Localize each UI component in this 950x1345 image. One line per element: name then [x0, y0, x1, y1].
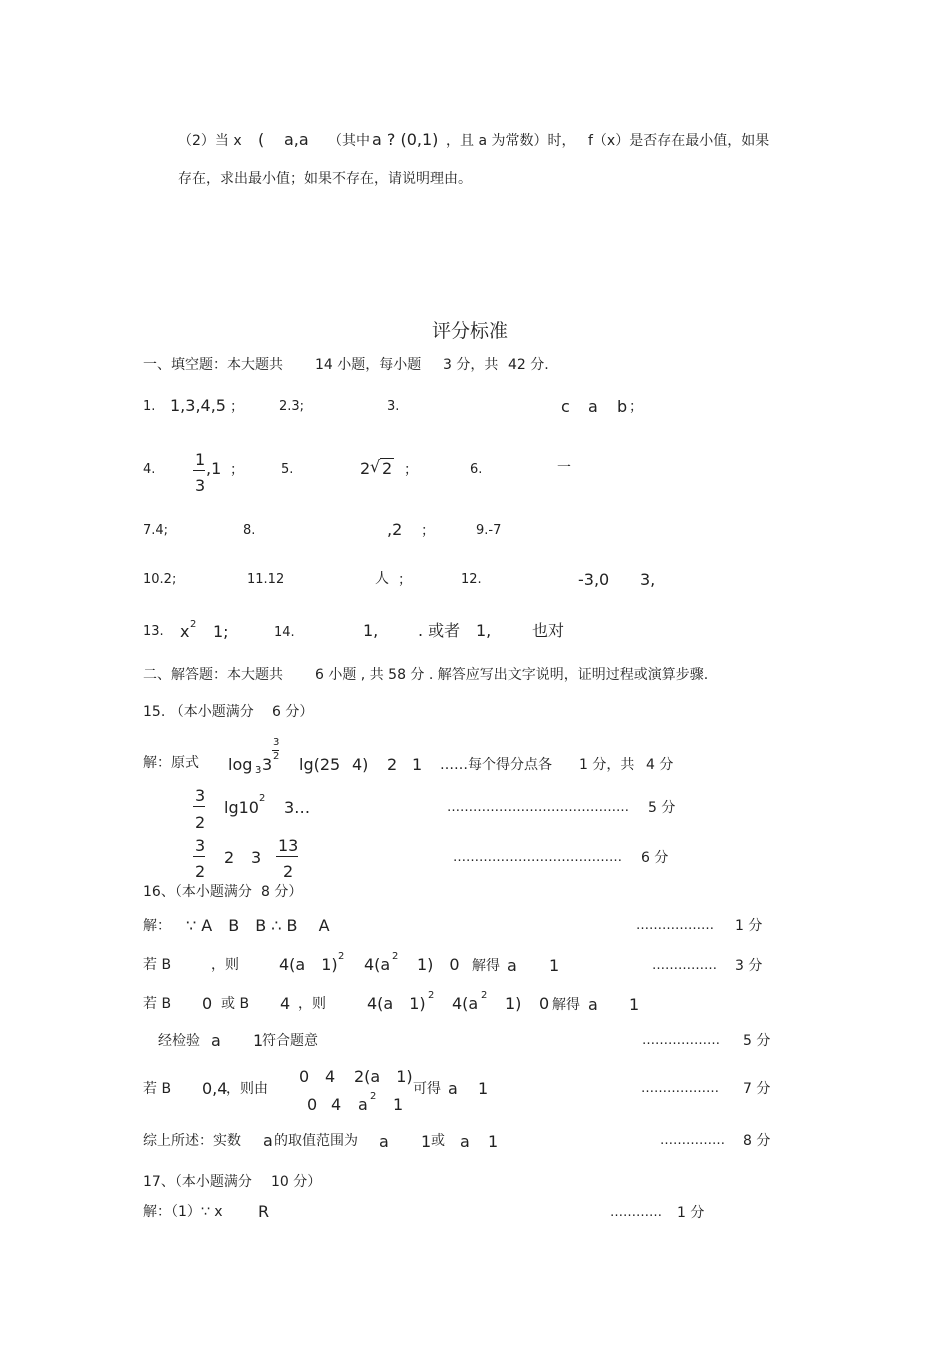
q16-l3-a: a — [588, 995, 598, 1014]
q16-l6-one: 1 — [421, 1132, 432, 1151]
q16-l5-bot2: 4 — [331, 1095, 342, 1114]
answer-3-label: 3. — [387, 399, 400, 414]
answer-5-radicand: 2 — [382, 459, 393, 478]
q16-l2-sup1: 2 — [338, 951, 345, 962]
q15-two: 2 — [387, 755, 398, 774]
q16-l5-bot1: 0 — [307, 1095, 318, 1114]
q16-l3-if: 若 B — [143, 996, 172, 1012]
q16-l5-set: 0,4 — [202, 1079, 228, 1098]
q16-l5-get: 可得 — [413, 1081, 441, 1097]
answer-14-v2: 1, — [476, 621, 492, 640]
answer-11-semi: ； — [398, 572, 412, 588]
q16-l3-m3: 1) — [505, 994, 522, 1013]
answer-10: 10.2; — [143, 572, 177, 587]
q16-score: 8 分） — [261, 884, 303, 900]
answer-4-label: 4. — [143, 462, 156, 477]
section1-h2: 14 小题，每小题 — [315, 357, 422, 373]
q15-exp-den: 2 — [273, 751, 280, 762]
answer-6-value: 一 — [557, 460, 571, 476]
q15-r2-sup: 2 — [259, 793, 266, 804]
q16-l5-top2: 4 — [325, 1067, 336, 1086]
answer-1-semi: ； — [230, 399, 244, 415]
answer-8-value: ,2 — [387, 520, 403, 539]
q15-note2: 1 分，共 — [579, 757, 635, 773]
answer-5-label: 5. — [281, 462, 294, 477]
answer-1-value: 1,3,4,5 — [170, 396, 226, 415]
answer-3-semi: ； — [629, 399, 643, 415]
q16-l4-dots: ……………… — [642, 1033, 720, 1048]
q16-l5-dots: ……………… — [641, 1081, 719, 1096]
answer-14-or: . 或者 — [418, 621, 461, 640]
section1-h4: 42 分. — [508, 357, 549, 373]
answer-3-c: c — [561, 397, 570, 416]
answer-11-label: 11.12 — [247, 572, 285, 587]
q16-l1-sol: 解： — [143, 918, 171, 934]
q15-r3-num: 3 — [195, 836, 206, 855]
q16-l3-zero2: 0 — [539, 994, 550, 1013]
q16-l3-one: 1 — [629, 995, 640, 1014]
q15-r2-den: 2 — [195, 813, 206, 832]
answer-12-label: 12. — [461, 572, 482, 587]
q16-l4-ok: 符合题意 — [262, 1033, 318, 1049]
page-title: 评分标准 — [432, 320, 509, 342]
q16-l3-sup1: 2 — [428, 990, 435, 1001]
answer-3-a: a — [588, 397, 598, 416]
q16-l1-score: 1 分 — [735, 918, 763, 934]
q16-l2-sup2: 2 — [392, 951, 399, 962]
q17-score: 10 分） — [271, 1174, 322, 1190]
answer-12-value: -3,0 — [578, 570, 610, 589]
q16-l4-one: 1 — [253, 1031, 264, 1050]
q15-r3-score: 6 分 — [641, 850, 669, 866]
q15-r3-den2: 2 — [283, 862, 294, 881]
q16-l3-then: ，则 — [298, 996, 326, 1012]
q17-l1-R: R — [258, 1202, 270, 1221]
q15-base: 3 — [262, 755, 273, 774]
p2-text-2: ( — [258, 130, 265, 149]
q17-l1-dots: ………… — [610, 1205, 662, 1220]
q15-note3: 4 分 — [646, 757, 674, 773]
q15-sol-label: 解：原式 — [143, 755, 199, 771]
q16-l4-check: 经检验 — [158, 1033, 200, 1049]
q15-r2-rest: 3… — [284, 798, 311, 817]
q16-l5-top1: 0 — [299, 1067, 310, 1086]
answer-6-label: 6. — [470, 462, 483, 477]
section1-h1: 一、填空题：本大题共 — [143, 357, 283, 373]
q16-l2-m1: 4(a 1) — [279, 955, 338, 974]
sqrt-icon: √ — [370, 457, 381, 476]
q15-r3-bar — [193, 856, 205, 857]
q16-l3-or: 或 B — [221, 996, 250, 1012]
answer-13-x: x — [180, 622, 190, 641]
q15-r2-score: 5 分 — [648, 800, 676, 816]
answer-5-coef: 2 — [360, 459, 371, 478]
q16-l6-score: 8 分 — [743, 1133, 771, 1149]
q16-l2-then: ，则 — [211, 957, 239, 973]
answer-8-label: 8. — [243, 523, 256, 538]
q16-l2-m2: 4(a — [364, 955, 391, 974]
section2-h2: 6 小题 , 共 58 分 . 解答应写出文字说明，证明过程或演算步骤. — [315, 667, 709, 683]
q16-l2-dots: …………… — [652, 958, 717, 973]
q15-score: 6 分） — [272, 704, 314, 720]
q15-one: 1 — [412, 755, 423, 774]
q16-l2-m3: 1) 0 — [417, 955, 460, 974]
answer-7: 7.4; — [143, 523, 169, 538]
q15-r3-dots: ………………………………… — [453, 850, 622, 865]
p2-text-4: （其中 — [328, 133, 370, 149]
q16-l2-score: 3 分 — [735, 958, 763, 974]
q16-l6-a2: a — [379, 1132, 389, 1151]
q16-title: 16、（本小题满分 — [143, 884, 252, 900]
q16-l5-bot3: a — [358, 1095, 368, 1114]
q16-l5-then: ，则由 — [226, 1081, 268, 1097]
answer-4-rest: ,1 — [206, 459, 222, 478]
p2-text-3: a,a — [284, 130, 309, 149]
q17-title: 17、（本小题满分 — [143, 1174, 252, 1190]
q16-l3-sup2: 2 — [481, 990, 488, 1001]
q16-l1-math: ∵ A B B ∴ B A — [186, 916, 330, 935]
q16-l5-bot4: 1 — [393, 1095, 404, 1114]
q15-r2-num: 3 — [195, 786, 206, 805]
answer-4-semi: ； — [230, 462, 244, 478]
q15-log-sub: 3 — [255, 765, 262, 776]
q16-l6-a3: a — [460, 1132, 470, 1151]
q16-l5-score: 7 分 — [743, 1081, 771, 1097]
q15-r3-three: 3 — [251, 848, 262, 867]
answer-14-ok: 也对 — [532, 621, 565, 640]
answer-5-semi: ； — [404, 462, 418, 478]
answer-1-label: 1. — [143, 399, 156, 414]
answer-13-rest: 1; — [213, 622, 229, 641]
q16-l6-dots: …………… — [660, 1133, 725, 1148]
q15-r2-bar — [193, 806, 205, 807]
q16-l5-one: 1 — [478, 1079, 489, 1098]
answer-4-numerator: 1 — [195, 450, 206, 469]
q16-l2-a: a — [507, 956, 517, 975]
p2-text-6: ，且 a 为常数）时， — [446, 133, 576, 149]
answer-13-label: 13. — [143, 624, 164, 639]
answer-2: 2.3; — [279, 399, 305, 414]
q15-lg: lg(25 — [299, 755, 341, 774]
q15-title: 15. （本小题满分 — [143, 704, 254, 720]
q16-l4-score: 5 分 — [743, 1033, 771, 1049]
q16-l2-solve: 解得 — [472, 958, 500, 974]
p2-text-7: f（x）是否存在最小值，如果 — [588, 133, 770, 149]
answer-4-fraction-bar — [193, 470, 205, 471]
q15-note: ……每个得分点各 — [440, 757, 552, 773]
q15-r3-bar2 — [276, 856, 298, 857]
q17-l1-sol: 解：（1）∵ x — [143, 1204, 223, 1220]
q16-l6-range: 的取值范围为 — [274, 1133, 358, 1149]
q15-log: log — [228, 755, 253, 774]
section1-h3: 3 分，共 — [443, 357, 499, 373]
answer-8-semi: ； — [421, 523, 435, 539]
answer-9: 9.-7 — [476, 523, 502, 538]
q15-four: 4) — [352, 755, 369, 774]
p2-text-1: （2）当 x — [178, 133, 242, 149]
q16-l6-one2: 1 — [488, 1132, 499, 1151]
q15-r2-dots: …………………………………… — [447, 800, 629, 815]
p2-text-5: a ? (0,1) — [372, 130, 439, 149]
q15-r3-den: 2 — [195, 862, 206, 881]
answer-14-label: 14. — [274, 625, 295, 640]
q16-l3-m1: 4(a 1) — [367, 994, 426, 1013]
q16-l5-if: 若 B — [143, 1081, 172, 1097]
q16-l2-one: 1 — [549, 956, 560, 975]
answer-11-unit: 人 — [375, 571, 389, 587]
q16-l3-m2: 4(a — [452, 994, 479, 1013]
q15-r2-lg: lg10 — [224, 798, 259, 817]
q15-exp-num: 3 — [273, 737, 280, 748]
p2-line-2: 存在，求出最小值；如果不存在，请说明理由。 — [178, 171, 472, 187]
q16-l2-if: 若 B — [143, 957, 172, 973]
q16-l6-sum: 综上所述：实数 — [143, 1133, 241, 1149]
section2-h1: 二、解答题：本大题共 — [143, 667, 283, 683]
q16-l5-a: a — [448, 1079, 458, 1098]
q16-l1-dots: ……………… — [636, 918, 714, 933]
q16-l3-four: 4 — [280, 994, 291, 1013]
q16-l5-bot-sup: 2 — [370, 1091, 377, 1102]
q16-l4-a: a — [211, 1031, 221, 1050]
q16-l6-or: 或 — [431, 1133, 445, 1149]
q16-l6-a: a — [263, 1131, 273, 1150]
answer-3-b: b — [617, 397, 628, 416]
q17-l1-score: 1 分 — [677, 1205, 705, 1221]
answer-12-value2: 3, — [640, 570, 656, 589]
answer-13-sup: 2 — [190, 619, 197, 630]
q16-l3-solve: 解得 — [552, 997, 580, 1013]
q15-r3-two: 2 — [224, 848, 235, 867]
answer-4-denominator: 3 — [195, 476, 206, 495]
q16-l3-zero: 0 — [202, 994, 213, 1013]
q16-l5-top3: 2(a 1) — [354, 1067, 413, 1086]
q15-r3-num2: 13 — [278, 836, 299, 855]
answer-14-v1: 1, — [363, 621, 379, 640]
